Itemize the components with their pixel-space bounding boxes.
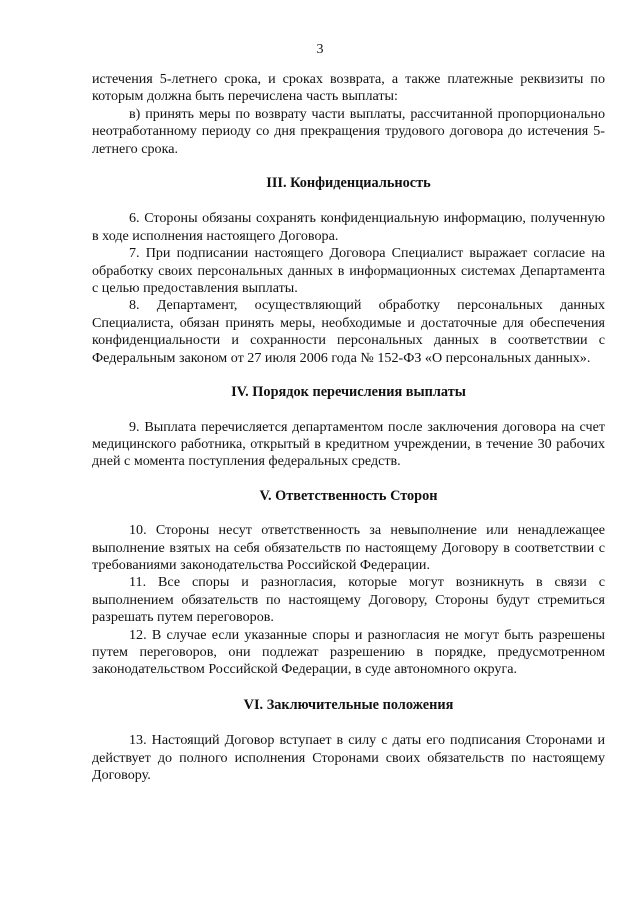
- intro-paragraph-item-v: в) принять меры по возврату части выплаты, рассчитанной пропорционально неотработанному периоду со дня прекращения трудового договора до истечения 5-летнего срока.: [92, 105, 605, 157]
- clause-12: 12. В случае если указанные споры и разногласия не могут быть разрешены путем переговоров, они подлежат разрешению в порядке, предусмотренном законодательством Российской Федерации, в суде автономного округа.: [92, 626, 605, 678]
- section-3-heading: III. Конфиденциальность: [266, 175, 431, 192]
- clause-10: 10. Стороны несут ответственность за невыполнение или ненадлежащее выполнение взятых на себя обязательств по настоящему Договору в соответствии с требованиями законодательства Российской Федерации.: [92, 522, 605, 573]
- page-number: 3: [316, 42, 324, 57]
- clause-8: 8. Департамент, осуществляющий обработку персональных данных Специалиста, обязан принять меры, необходимые и достаточные для обеспечения конфиденциальности и сохранности персональных данных в соответствии с Федеральным законом от 27 июля 2006 года № 152-ФЗ «О персональных данных».: [92, 297, 605, 366]
- section-5-heading: V. Ответственность Сторон: [259, 487, 438, 504]
- clause-9: 9. Выплата перечисляется департаментом после заключения договора на счет медицинского работника, открытый в кредитном учреждении, в течение 30 рабочих дней с момента поступления федеральных средств.: [92, 418, 605, 470]
- clause-6: 6. Стороны обязаны сохранять конфиденциальную информацию, полученную в ходе исполнения настоящего Договора.: [92, 210, 605, 244]
- clause-11: 11. Все споры и разногласия, которые могут возникнуть в связи с выполнением обязательств по настоящему Договору, Стороны будут стремиться разрешать путем переговоров.: [92, 574, 605, 626]
- section-6-heading: VI. Заключительные положения: [243, 696, 454, 713]
- section-4-heading: IV. Порядок перечисления выплаты: [231, 384, 466, 401]
- intro-paragraph: истечения 5-летнего срока, и сроках возврата, а также платежные реквизиты по которым должна быть перечислена часть выплаты:: [92, 71, 605, 105]
- document-body: [92, 71, 605, 784]
- clause-13: 13. Настоящий Договор вступает в силу с даты его подписания Сторонами и действует до полного исполнения Сторонами своих обязательств по настоящему Договору.: [92, 732, 605, 783]
- clause-7: 7. При подписании настоящего Договора Специалист выражает согласие на обработку своих персональных данных в информационных системах Департамента с целью предоставления выплаты.: [92, 245, 605, 297]
